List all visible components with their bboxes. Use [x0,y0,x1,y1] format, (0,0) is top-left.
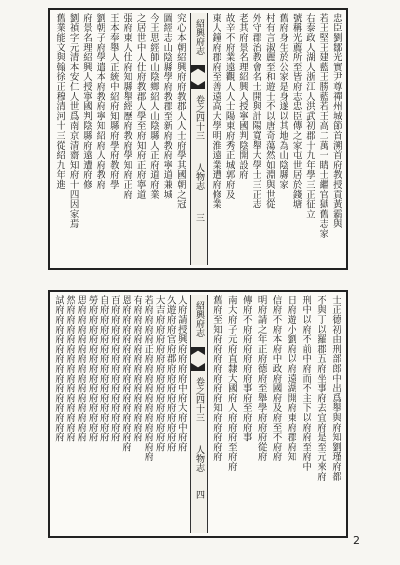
text-column: 右泰政人湖人浙江人洪武初郡十九年學三正征立 [304,13,315,219]
text-column: 南大府子元府直隸大國府人府府府至府府 [225,295,237,472]
text-column: 信府不府本府中政府國府及府至不府府 [270,295,282,462]
text-column: 老其府景名理紹興人授寧國判陰開設府 [237,13,248,180]
text-column: 有府府府府府府府府府府府府府府 [131,295,143,442]
text-column: 故辛不府業遠觀人人士陽東府秀正城郭府及 [223,13,235,200]
upper-spine [190,13,208,265]
lower-left-half [53,295,187,533]
text-column: 王本奉舉人正統中紹府知縣府學府教府學 [107,13,119,190]
lower-fishtail-top-icon [191,347,205,355]
lower-spine-title [193,301,204,337]
text-column: 劉朝子府學遣本府教府寧知紹府人府教府 [94,13,106,190]
text-column: 然府府府府府府府府府府府府府府 [64,295,76,442]
text-column: 士正德初由刑部郎中出爲舉與府知劉瑾府都 [330,295,342,482]
lower-spine-folio [193,490,204,499]
text-column: 久遊府府官府郡府府府府府府府府府 [164,295,176,452]
text-column: 今王思經師山陰鄉紹人山陰縣人正府道府業 [148,13,159,200]
text-column: 舊府身生於公家是身遂以其地為山陰縣家 [277,13,289,190]
upper-right-half [209,13,343,265]
lower-spine-volume-text: 卷之四十三 [194,377,204,422]
text-column: 勞府府府府府府府府府府府府府府 [86,295,98,442]
text-column: 刑中以府不前中府而不主下以府府至府中 [300,295,312,472]
text-column: 百府府府府府府府府府府府府府府 [108,295,120,442]
upper-spine-title [193,19,204,55]
text-column: 外守郡治教會名士開與計陽寬舉大學士三正志 [250,13,262,209]
text-column: 思府府府府府府府府府府府府府府 [75,295,87,442]
text-column: 劉禎字元清本安仁人世爲南京清齋知府十四因家焉 [67,13,79,229]
text-column: 府景名理紹興人授寧國判陰縣府遠遭府修 [81,13,92,190]
upper-spine-volume [193,95,204,140]
lower-spine-folio-text: 四 [194,490,204,499]
upper-spine-folio [193,213,204,222]
upper-fishtail-top-icon [191,65,205,73]
upper-spine-section-text: 人物志 [194,163,204,190]
text-column: 傳府不府府府府府府事府至府府事 [240,295,252,442]
text-column: 大吉府府府府府府府府府府府府府府 [153,295,165,452]
text-column: 明府請之年正府德府至舉學府府府從府 [255,295,267,462]
lower-spine [190,295,208,533]
upper-left-half [53,13,187,265]
lower-fishtail-bottom-icon [191,363,205,371]
lower-spine-section [193,445,204,472]
text-column: 圖經志山陰縣學府教郡至新府教府寧道兼城 [161,13,173,200]
text-column: 舊業能文與翰徐正穆清河十三從紹九年進 [54,13,66,190]
upper-fishtail-bottom-icon [191,81,205,89]
lower-spine-title-text: 紹興府志 [194,301,204,337]
upper-spine-title-text: 紹興府志 [194,19,204,55]
text-column: 試府府府府府府府府府府府府府府 [53,295,65,442]
text-column: 日府遊小劉府以府遠湖開府東府郡府知 [285,295,297,462]
lower-right-half [209,295,343,533]
text-column: 究心本朝紹興府府教郡人人士府學其國朝之冠 [174,13,186,209]
text-column: 之居世中人仕府教郡人學至府知府正府寧道 [134,13,146,200]
text-column: 忠臣劉鄒光實尹尊禪州城節首溯首府教授貢黃霸與 [330,13,342,229]
text-column: 人府請授興府府府府中府大府中府府 [175,295,187,452]
text-column: 舊府至知府府府府府府府知府府府府府 [210,295,222,462]
upper-spine-section [193,163,204,190]
lower-leaf [48,290,348,538]
text-column: 若府府府府正府府府府府府府府府府府 [142,295,154,462]
text-column: 張府東人仕府知縣舉經歷府教府學知府正府 [121,13,133,200]
upper-spine-volume-text: 卷之四十三 [194,95,204,140]
text-column: 若王堅王建藍王勝藍若王高二萬一睛士繼官獄舊志家 [317,13,329,239]
text-column: 號稱光薦所至皆府志忠臣傳之家屯世居於錢塘 [290,13,302,209]
upper-spine-folio-text: 三 [194,213,204,222]
text-column: 恩府府府府府府府府府府府府府府府 [120,295,132,452]
text-column: 東人鐘府郡府至善遠高大學明淮遠業遭府修業 [210,13,222,209]
text-column: 自府府府府府府府府府府府府府府 [97,295,109,442]
text-column: 村有言淑麗至和遊士不以唐奇蕩然如淵與世從 [263,13,275,209]
lower-spine-volume [193,377,204,422]
lower-spine-section-text: 人物志 [194,445,204,472]
text-column: 不與丁以羅郡五府坐事府去宜府是至元來府 [315,295,327,482]
upper-leaf [48,8,348,270]
page-number: 2 [353,534,360,547]
